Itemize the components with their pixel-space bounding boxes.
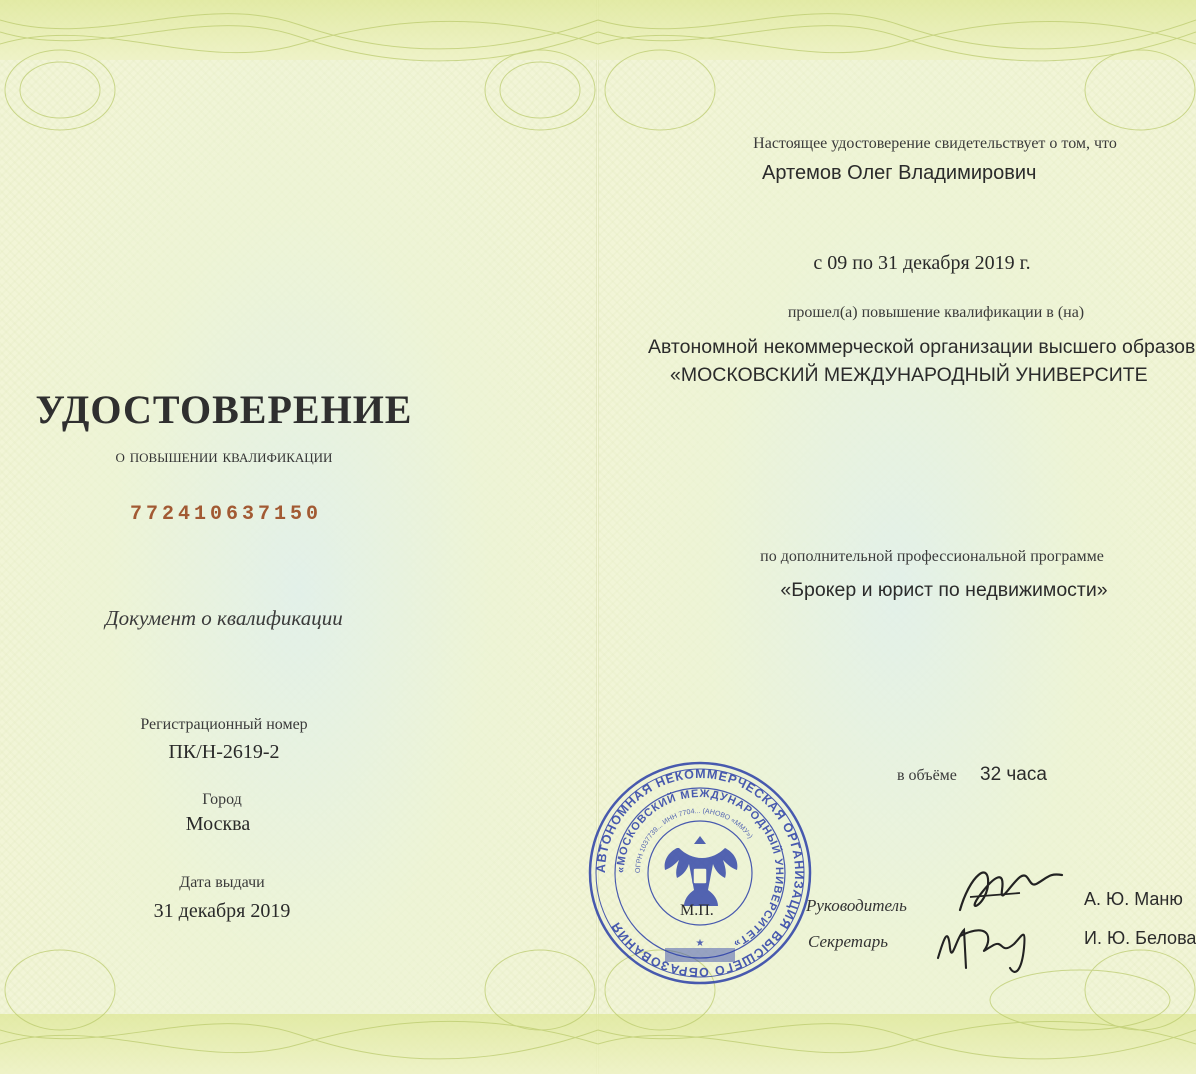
program-name: «Брокер и юрист по недвижимости» <box>780 579 1108 601</box>
city-value: Москва <box>185 813 251 835</box>
issue-date-value: 31 декабря 2019 <box>153 900 291 922</box>
certificate-title: УДОСТОВЕРЕНИЕ <box>35 387 413 432</box>
secretary-name: И. Ю. Белова <box>1084 928 1196 948</box>
completed-text: прошел(а) повышение квалификации в (на) <box>787 304 1085 321</box>
head-label: Руководитель <box>806 896 907 915</box>
reg-number-value: ПК/Н-2619-2 <box>168 741 280 763</box>
seal-outer-text: АВТОНОМНАЯ НЕКОММЕРЧЕСКАЯ ОРГАНИЗАЦИЯ ВЫСШЕГО ОБРАЗОВАНИЯ <box>593 766 807 980</box>
official-seal <box>585 758 815 988</box>
issue-date-label: Дата выдачи <box>179 874 265 891</box>
head-name: А. Ю. Маню <box>1084 889 1183 909</box>
reg-number-label: Регистрационный номер <box>140 716 308 733</box>
serial-number: 772410637150 <box>129 503 323 526</box>
organization-line-1: Автономной некоммерческой организации высшего образов <box>648 336 1196 358</box>
full-name: Артемов Олег Владимирович <box>762 162 1037 184</box>
volume-label: в объёме <box>897 767 957 784</box>
certificate-subtitle: о повышении квалификации <box>115 446 333 467</box>
secretary-signature <box>930 908 1040 980</box>
study-period: с 09 по 31 декабря 2019 г. <box>813 252 1031 274</box>
organization-line-2: «МОСКОВСКИЙ МЕЖДУНАРОДНЫЙ УНИВЕРСИТЕ <box>670 364 1148 386</box>
volume-value: 32 часа <box>980 764 1047 785</box>
seal-star-icon: ★ <box>695 938 705 949</box>
seal-inner-text: «МОСКОВСКИЙ МЕЖДУНАРОДНЫЙ УНИВЕРСИТЕТ» <box>614 787 786 950</box>
city-label: Город <box>202 791 242 808</box>
seal-ogrn-text: ОГРН 1037739... ИНН 7704... (АНОВО «ММУ») <box>634 807 754 874</box>
eagle-emblem-icon <box>665 836 738 906</box>
certifies-text: Настоящее удостоверение свидетельствует о том, что <box>753 135 1117 152</box>
program-label: по дополнительной профессиональной программе <box>760 548 1104 565</box>
seal-place-mark: М.П. <box>680 902 714 919</box>
document-type: Документ о квалификации <box>105 606 343 630</box>
secretary-label: Секретарь <box>808 932 888 951</box>
